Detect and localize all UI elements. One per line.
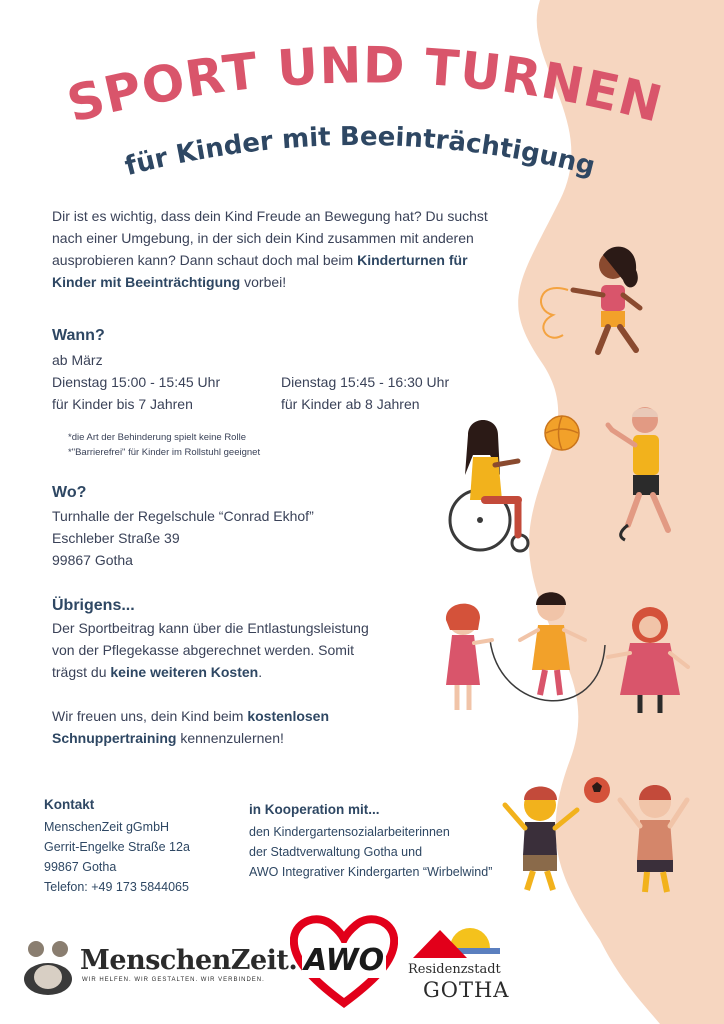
kooperation-block: den Kindergartensozialarbeiterinnen der Stadtverwaltung Gotha und AWO Integrativer Kindergarten “Wirbelwind” [249,825,493,879]
gotha-small-text: Residenzstadt [408,962,501,977]
menschenzeit-logo [22,935,298,995]
wo-line1: Turnhalle der Regelschule “Conrad Ekhof” [52,508,314,524]
intro-paragraph: Dir ist es wichtig, dass dein Kind Freude an Bewegung hat? Du suchst nach einer Umgebung, in der sich dein Kind zusammen mit anderen ausprobieren kann? Dann schaut doch mal beim Kinderturnen für Kinder mit Beeinträchtigung vorbei! [52,208,488,290]
slot2-group: für Kinder ab 8 Jahren [281,396,420,412]
girl-ribbon-illustration [528,240,658,365]
wann-heading: Wann? [52,327,105,344]
schnupper-paragraph: Wir freuen uns, dein Kind beim kostenlosen Schnuppertraining kennenzulernen! [52,708,330,746]
awo-text: AWO [304,943,385,978]
kontakt-block: MenschenZeit gGmbH Gerrit-Engelke Straße 12a 99867 Gotha Telefon: +49 173 5844065 [44,820,190,894]
note-1: *die Art der Behinderung spielt keine Rolle [68,432,246,443]
title-line2: für Kinder mit Beeinträchtigung [121,121,598,183]
wo-heading: Wo? [52,484,87,501]
menschenzeit-tagline: WIR HELFEN. WIR GESTALTEN. WIR VERBINDEN. [82,977,265,983]
title-line1: SPORT UND TURNEN [61,40,669,134]
slot1-time: Dienstag 15:00 - 15:45 Uhr [52,374,221,390]
gotha-logo [405,918,515,1008]
kooperation-heading: in Kooperation mit... [249,802,380,817]
gotha-emblem-icon [405,918,505,963]
menschenzeit-name: MenschenZeit. [80,945,298,976]
gotha-big-text: GOTHA [423,978,510,1002]
kids-ball-illustration [495,770,695,900]
uebrigens-heading: Übrigens... [52,597,135,614]
jump-rope-illustration [430,585,695,720]
wo-line2: Eschleber Straße 39 [52,530,180,546]
wann-start: ab März [52,352,103,368]
uebrigens-paragraph: Der Sportbeitrag kann über die Entlastungsleistung von der Pflegekasse abgerechnet werden. Somit trägst du keine weiteren Kosten. [52,620,369,680]
awo-logo [290,913,398,1008]
menschenzeit-people-icon [22,939,76,995]
kontakt-heading: Kontakt [44,797,95,812]
wheelchair-ball-illustration [440,405,690,555]
note-2: *"Barrierefrei" für Kinder im Rollstuhl geeignet [68,447,261,458]
wo-line3: 99867 Gotha [52,552,133,568]
slot1-group: für Kinder bis 7 Jahren [52,396,193,412]
page-title [0,40,724,210]
slot2-time: Dienstag 15:45 - 16:30 Uhr [281,374,450,390]
